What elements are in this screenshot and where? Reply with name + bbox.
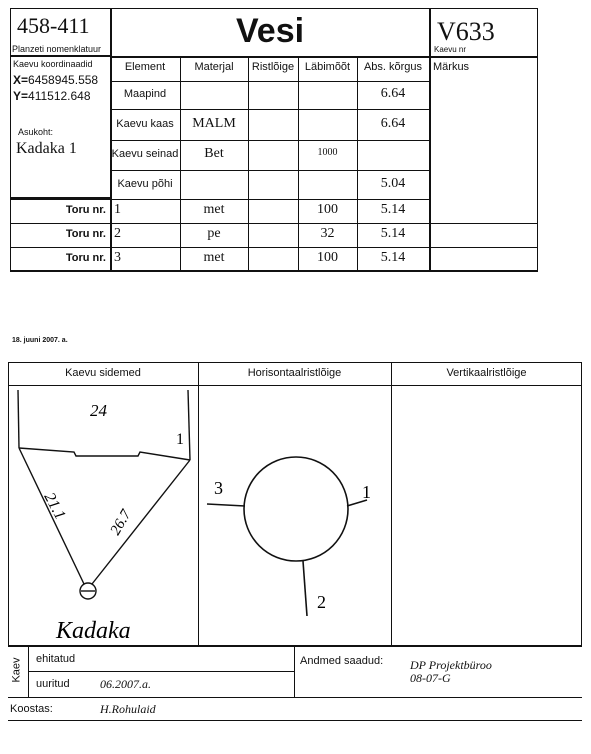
page-title: Vesi xyxy=(236,12,305,50)
well-ties-sketch xyxy=(8,386,198,646)
pipe-row-line xyxy=(10,247,538,248)
pipe-2-line xyxy=(303,561,307,616)
dim-top: 24 xyxy=(90,401,107,420)
horizontal-section-sketch xyxy=(199,386,391,646)
element-name: Kaevu kaas xyxy=(116,117,174,130)
pipe-material: met xyxy=(203,202,225,217)
surveyed-value: 06.2007.a. xyxy=(100,677,151,691)
coords-label: Kaevu koordinaadid xyxy=(13,59,93,69)
table-row-line xyxy=(110,199,429,200)
built-label: ehitatud xyxy=(36,653,76,665)
pipe-elevation: 5.14 xyxy=(380,250,406,265)
location-label: Asukoht: xyxy=(18,127,54,137)
planzet-number: 458-411 xyxy=(17,13,90,38)
sketch-tie-right xyxy=(92,460,190,584)
table-header-line xyxy=(110,81,429,82)
x-coordinate xyxy=(13,73,98,87)
elevation-value: 6.64 xyxy=(380,115,406,131)
footer-sign-line xyxy=(8,720,582,721)
pipe-label-right: 1 xyxy=(362,482,371,502)
footer-bottom-line xyxy=(8,697,582,698)
dim-left-diag: 21.1 xyxy=(40,489,69,523)
surveyed-label: uuritud xyxy=(36,678,70,690)
pipe-row-line xyxy=(10,271,538,272)
table-row-line xyxy=(110,109,429,110)
dim-right-diag: 26.7 xyxy=(107,507,135,538)
compiled-label: Koostas: xyxy=(10,703,53,715)
sketch-building-right xyxy=(188,390,190,460)
sketch-building-base xyxy=(19,448,190,460)
header-divider-right xyxy=(429,8,431,271)
pipe-label: Toru nr. xyxy=(65,204,106,216)
pipe-section-line xyxy=(10,199,110,200)
pipe-number: 1 xyxy=(114,202,121,217)
pipe-row-line xyxy=(10,223,538,224)
compiled-value: H.Rohulaid xyxy=(100,702,156,716)
table-row-line xyxy=(110,140,429,141)
pipe-elevation: 5.14 xyxy=(380,202,406,217)
pipe-3-line xyxy=(207,504,245,506)
element-name: Maapind xyxy=(123,88,167,100)
dim-right: 1 xyxy=(176,431,184,448)
col1-title: Kaevu sidemed xyxy=(65,367,141,379)
col2-title: Horisontaalristlõige xyxy=(247,367,342,379)
y-label: Y= xyxy=(13,89,29,103)
pipe-number: 3 xyxy=(114,250,121,265)
elevation-value: 6.64 xyxy=(380,86,406,101)
side-label: Kaev xyxy=(10,657,23,683)
column-header: Läbimõõt xyxy=(304,61,351,73)
well-number: V633 xyxy=(437,17,495,46)
column-header: Materjal xyxy=(194,61,234,73)
pipe-material: pe xyxy=(207,226,221,241)
column-header: Märkus xyxy=(433,61,470,73)
sketch-building-left xyxy=(18,390,19,448)
planzet-bottom-line xyxy=(10,55,110,57)
x-label: X= xyxy=(13,73,29,87)
data-from-value1: DP Projektbüroo xyxy=(410,658,492,672)
data-from-value2: 08-07-G xyxy=(410,671,451,685)
material-value: Bet xyxy=(204,146,224,161)
well-number-label: Kaevu nr xyxy=(434,45,467,54)
footer-side-divider xyxy=(28,646,29,698)
header-bottom-line xyxy=(110,56,538,58)
sketch-divider-2 xyxy=(391,362,392,646)
date-note: 18. juuni 2007. a. xyxy=(12,337,68,344)
pipe-diameter: 32 xyxy=(320,226,335,241)
table-row-line xyxy=(110,170,429,171)
x-value: 6458945.558 xyxy=(28,73,99,87)
pipe-diameter: 100 xyxy=(317,202,338,217)
pipe-diameter: 100 xyxy=(317,250,338,265)
pipe-number: 2 xyxy=(114,226,121,241)
pipe-label-left: 3 xyxy=(214,478,223,498)
place-label: Kadaka xyxy=(56,618,131,644)
well-circle xyxy=(244,457,348,561)
table-column-line xyxy=(248,57,249,271)
y-coordinate xyxy=(13,89,91,103)
column-header: Ristlõige xyxy=(251,61,295,73)
element-name: Kaevu põhi xyxy=(117,177,173,190)
y-value: 411512.648 xyxy=(28,89,91,103)
planzet-label: Planzeti nomenklatuur xyxy=(12,44,102,54)
footer-mid-divider xyxy=(294,646,295,698)
element-name: Kaevu seinad xyxy=(111,148,179,160)
footer-row-line xyxy=(28,671,294,672)
pipe-label: Toru nr. xyxy=(65,252,106,264)
pipe-label-bottom: 2 xyxy=(317,592,326,612)
pipe-label: Toru nr. xyxy=(65,228,106,240)
column-header: Element xyxy=(124,61,166,73)
pipe-material: met xyxy=(203,250,225,265)
material-value: MALM xyxy=(192,115,236,131)
location-value: Kadaka 1 xyxy=(16,140,77,157)
elevation-value: 5.04 xyxy=(380,175,406,191)
data-from-label: Andmed saadud: xyxy=(300,655,384,667)
col3-title: Vertikaalristlõige xyxy=(446,367,527,379)
diameter-value: 1000 xyxy=(317,147,338,158)
pipe-elevation: 5.14 xyxy=(380,226,406,241)
column-header: Abs. kõrgus xyxy=(363,61,423,73)
